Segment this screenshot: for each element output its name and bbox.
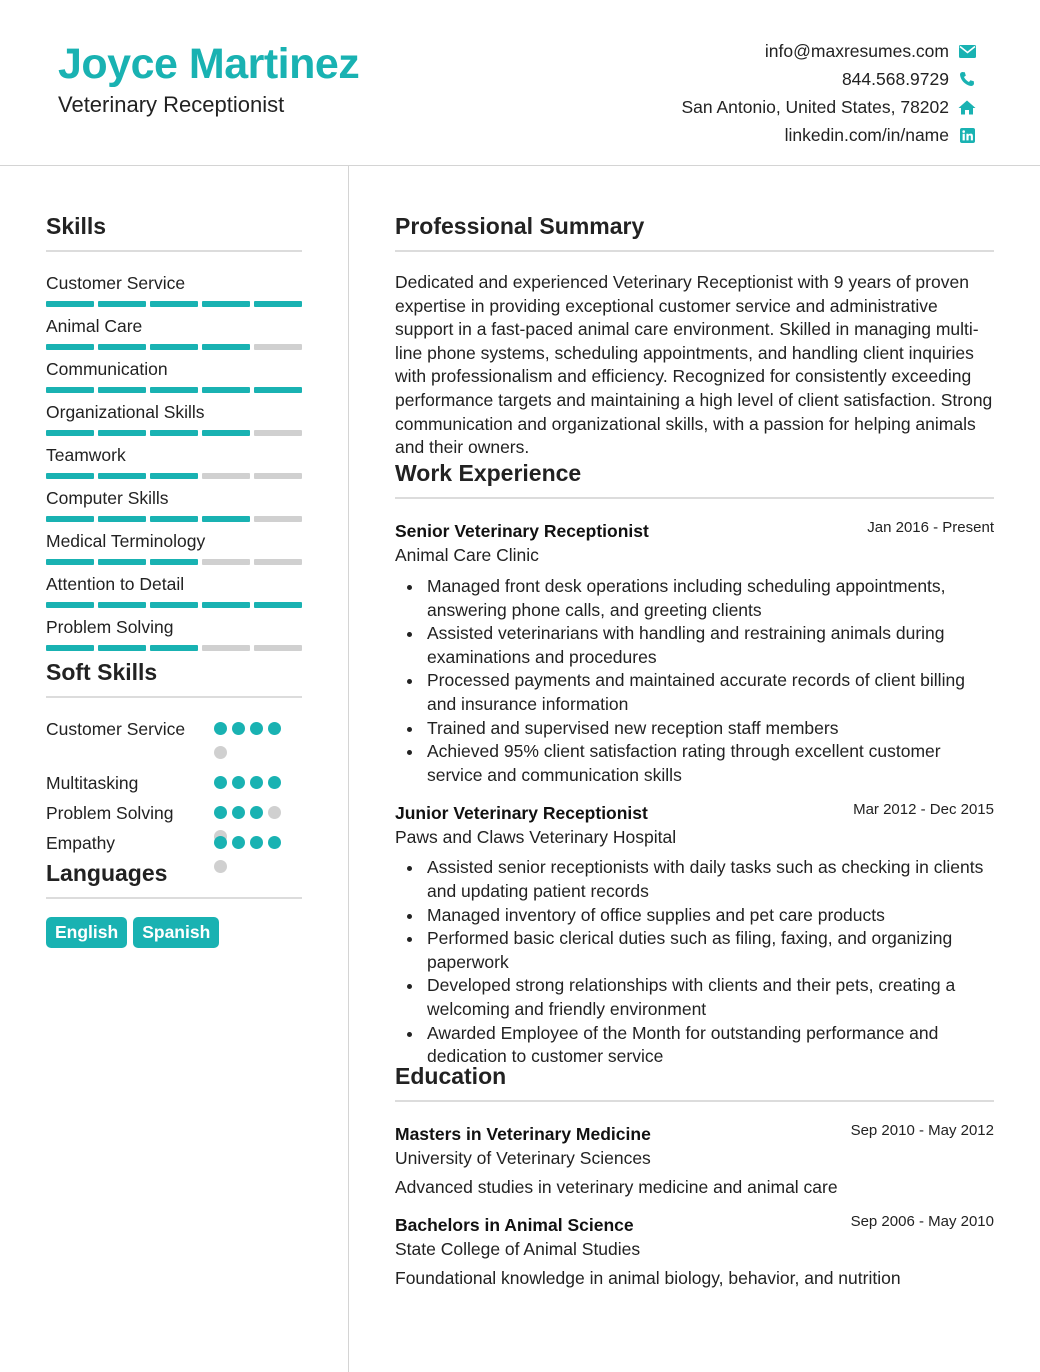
- soft-skills-rule: [46, 696, 302, 698]
- contact-email-text: info@maxresumes.com: [764, 40, 949, 61]
- job-company: Animal Care Clinic: [395, 545, 539, 565]
- job-header: [395, 519, 994, 543]
- experience-rule: [395, 497, 994, 499]
- education-school: State College of Animal Studies: [395, 1238, 641, 1259]
- candidate-title: Veterinary Receptionist: [58, 92, 285, 117]
- education-rule: [395, 1100, 994, 1102]
- rating-dot: [214, 722, 227, 735]
- skill-level-segment: [98, 301, 146, 307]
- skill-label: Medical Terminology: [46, 531, 206, 551]
- soft-skill-label: Empathy: [46, 833, 116, 853]
- skill-level-segment: [46, 430, 94, 436]
- skill-level-segment: [202, 602, 250, 608]
- education-header: [395, 1122, 994, 1146]
- education-school: University of Veterinary Sciences: [395, 1148, 651, 1168]
- candidate-name: Joyce Martinez: [58, 40, 360, 88]
- skill-label: Computer Skills: [46, 488, 169, 508]
- soft-skill-label: Customer Service: [46, 719, 186, 739]
- contact-list: [556, 37, 976, 149]
- skill-level-segment: [46, 301, 94, 307]
- rating-dot: [232, 776, 245, 789]
- skill-level-segment: [98, 559, 146, 565]
- job-bullet: Performed basic clerical duties such as filing, faxing, and organizing paperwork: [395, 927, 994, 974]
- skill-level-segment: [150, 516, 198, 522]
- resume-header: [0, 0, 1040, 166]
- education-dates: Sep 2006 - May 2010: [850, 1212, 994, 1230]
- experience-section: [395, 458, 994, 1069]
- skill-level-bar: [46, 645, 302, 651]
- skill-level-bar: [46, 301, 302, 307]
- contact-linkedin-text: linkedin.com/in/name: [784, 124, 949, 145]
- soft-skills-section: [46, 657, 302, 863]
- skill-level-segment: [254, 645, 302, 651]
- skill-item: [46, 572, 302, 615]
- rating-dot: [268, 776, 281, 789]
- soft-skill-label: Multitasking: [46, 773, 139, 793]
- rating-dot: [232, 806, 245, 819]
- skill-level-bar: [46, 516, 302, 522]
- skill-level-segment: [254, 473, 302, 479]
- contact-phone[interactable]: [556, 65, 976, 93]
- job-dates: Mar 2012 - Dec 2015: [853, 801, 994, 819]
- job-company: Paws and Claws Veterinary Hospital: [395, 827, 677, 848]
- skill-level-bar: [46, 602, 302, 608]
- skill-level-segment: [98, 344, 146, 350]
- skill-level-segment: [98, 430, 146, 436]
- soft-skill-item: [46, 801, 302, 831]
- soft-skills-list: [46, 717, 302, 863]
- skill-item: [46, 529, 302, 572]
- skill-level-segment: [150, 344, 198, 350]
- education-header: [395, 1213, 994, 1237]
- skill-item: [46, 357, 302, 400]
- skill-level-segment: [254, 516, 302, 522]
- skill-level-segment: [202, 344, 250, 350]
- contact-phone-text: 844.568.9729: [841, 68, 949, 89]
- skills-list: [46, 271, 302, 658]
- job-entry: [395, 519, 994, 787]
- job-bullets: [395, 856, 994, 1068]
- skill-level-bar: [46, 387, 302, 393]
- skill-level-segment: [202, 473, 250, 479]
- skill-item: [46, 486, 302, 529]
- contact-linkedin[interactable]: [556, 121, 976, 149]
- skill-label: Animal Care: [46, 316, 143, 336]
- education-entry: [395, 1122, 994, 1200]
- education-section: [395, 1061, 994, 1290]
- rating-dot: [250, 836, 263, 849]
- skill-level-segment: [254, 602, 302, 608]
- skill-level-segment: [254, 344, 302, 350]
- language-chip: English: [46, 917, 127, 948]
- rating-dot: [214, 806, 227, 819]
- skill-level-segment: [98, 645, 146, 651]
- job-bullet: Assisted senior receptionists with daily tasks such as checking in clients and updating patient records: [395, 856, 994, 903]
- skill-level-bar: [46, 473, 302, 479]
- soft-skill-item: [46, 717, 302, 771]
- skill-level-segment: [46, 645, 94, 651]
- rating-dot: [268, 722, 281, 735]
- rating-dot: [232, 722, 245, 735]
- rating-dot: [250, 806, 263, 819]
- job-bullet: Processed payments and maintained accurate records of client billing and insurance information: [395, 669, 994, 716]
- skill-level-segment: [98, 602, 146, 608]
- summary-text: Dedicated and experienced Veterinary Receptionist with 9 years of proven expertise in providing exceptional customer service and administrative support in a fast-paced animal care environment. Skilled in managing multi-line phone systems, scheduling appointments, and handling client inquiries with professionalism and efficiency. Recognized for consistently exceeding performance targets and maintaining a high level of client satisfaction. Strong communication and organizational skills, with a passion for helping animals and their owners.: [395, 272, 993, 458]
- skill-level-segment: [46, 516, 94, 522]
- skill-level-segment: [254, 301, 302, 307]
- rating-dot: [250, 722, 263, 735]
- job-bullet: Awarded Employee of the Month for outstanding performance and dedication to customer service: [395, 1022, 994, 1069]
- skill-level-segment: [46, 387, 94, 393]
- skill-item: [46, 400, 302, 443]
- soft-skills-heading: Soft Skills: [46, 659, 158, 685]
- job-role: Senior Veterinary Receptionist: [395, 521, 649, 541]
- skill-level-segment: [150, 430, 198, 436]
- rating-dot: [250, 776, 263, 789]
- skill-level-segment: [46, 602, 94, 608]
- skill-label: Organizational Skills: [46, 402, 205, 422]
- skills-heading: Skills: [46, 213, 107, 239]
- skill-item: [46, 314, 302, 357]
- skill-level-segment: [98, 473, 146, 479]
- phone-icon: [958, 70, 976, 88]
- job-entry: [395, 801, 994, 1068]
- skill-level-bar: [46, 559, 302, 565]
- skill-level-segment: [46, 559, 94, 565]
- job-bullet: Developed strong relationships with clients and their pets, creating a welcoming and friendly environment: [395, 974, 994, 1021]
- skill-level-segment: [150, 301, 198, 307]
- skill-level-segment: [150, 559, 198, 565]
- rating-dot: [214, 746, 227, 759]
- skill-level-segment: [202, 430, 250, 436]
- contact-email[interactable]: [556, 37, 976, 65]
- languages-heading: Languages: [46, 860, 168, 886]
- skill-level-segment: [254, 430, 302, 436]
- summary-section: [395, 211, 994, 460]
- skill-level-bar: [46, 430, 302, 436]
- envelope-icon: [958, 42, 976, 60]
- skill-item: [46, 271, 302, 314]
- skill-label: Teamwork: [46, 445, 126, 465]
- soft-skill-label: Problem Solving: [46, 803, 174, 823]
- education-description: Foundational knowledge in animal biology, behavior, and nutrition: [395, 1267, 901, 1288]
- skill-level-segment: [202, 645, 250, 651]
- rating-dot: [268, 806, 281, 819]
- rating-dot: [232, 836, 245, 849]
- column-divider: [348, 166, 349, 1372]
- language-chip: Spanish: [133, 917, 219, 948]
- skill-level-segment: [202, 387, 250, 393]
- education-dates: Sep 2010 - May 2012: [850, 1122, 994, 1139]
- skill-level-segment: [98, 516, 146, 522]
- skill-level-segment: [202, 516, 250, 522]
- education-degree: Bachelors in Animal Science: [395, 1214, 634, 1235]
- skill-level-segment: [98, 387, 146, 393]
- skill-level-segment: [150, 645, 198, 651]
- linkedin-icon: [958, 126, 976, 144]
- skill-level-segment: [254, 387, 302, 393]
- education-degree: Masters in Veterinary Medicine: [395, 1124, 651, 1144]
- skill-label: Problem Solving: [46, 617, 174, 637]
- skill-level-bar: [46, 344, 302, 350]
- job-dates: Jan 2016 - Present: [867, 519, 994, 536]
- job-bullet: Achieved 95% client satisfaction rating through excellent customer service and communication skills: [395, 740, 994, 787]
- summary-heading: Professional Summary: [395, 213, 645, 239]
- skill-level-segment: [150, 602, 198, 608]
- skills-section: [46, 211, 302, 658]
- skill-item: [46, 443, 302, 486]
- job-role: Junior Veterinary Receptionist: [395, 803, 648, 824]
- skill-label: Communication: [46, 359, 168, 379]
- job-bullet: Assisted veterinarians with handling and restraining animals during examinations and procedures: [395, 622, 994, 669]
- skill-item: [46, 615, 302, 658]
- rating-dot: [214, 836, 227, 849]
- skill-level-segment: [254, 559, 302, 565]
- summary-rule: [395, 250, 994, 252]
- skill-level-segment: [46, 344, 94, 350]
- skill-level-segment: [150, 473, 198, 479]
- soft-skill-item: [46, 831, 302, 861]
- education-entry: [395, 1213, 994, 1291]
- languages-list: [46, 917, 302, 948]
- rating-dot: [268, 836, 281, 849]
- skill-label: Attention to Detail: [46, 574, 185, 594]
- home-icon: [958, 98, 976, 116]
- experience-heading: Work Experience: [395, 460, 582, 486]
- education-description: Advanced studies in veterinary medicine and animal care: [395, 1177, 838, 1197]
- languages-section: [46, 858, 302, 948]
- contact-location-text: San Antonio, United States, 78202: [681, 96, 949, 117]
- languages-rule: [46, 897, 302, 899]
- rating-dot: [214, 776, 227, 789]
- skill-level-segment: [150, 387, 198, 393]
- contact-location: [556, 93, 976, 121]
- job-header: [395, 801, 994, 825]
- job-bullets: [395, 575, 994, 787]
- skill-level-segment: [202, 559, 250, 565]
- education-heading: Education: [395, 1063, 507, 1089]
- skill-level-segment: [202, 301, 250, 307]
- job-bullet: Trained and supervised new reception staff members: [395, 717, 994, 741]
- skill-label: Customer Service: [46, 273, 186, 293]
- soft-skill-item: [46, 771, 302, 801]
- job-bullet: Managed inventory of office supplies and pet care products: [395, 904, 994, 928]
- job-bullet: Managed front desk operations including scheduling appointments, answering phone calls, and greeting clients: [395, 575, 994, 622]
- skills-rule: [46, 250, 302, 252]
- skill-level-segment: [46, 473, 94, 479]
